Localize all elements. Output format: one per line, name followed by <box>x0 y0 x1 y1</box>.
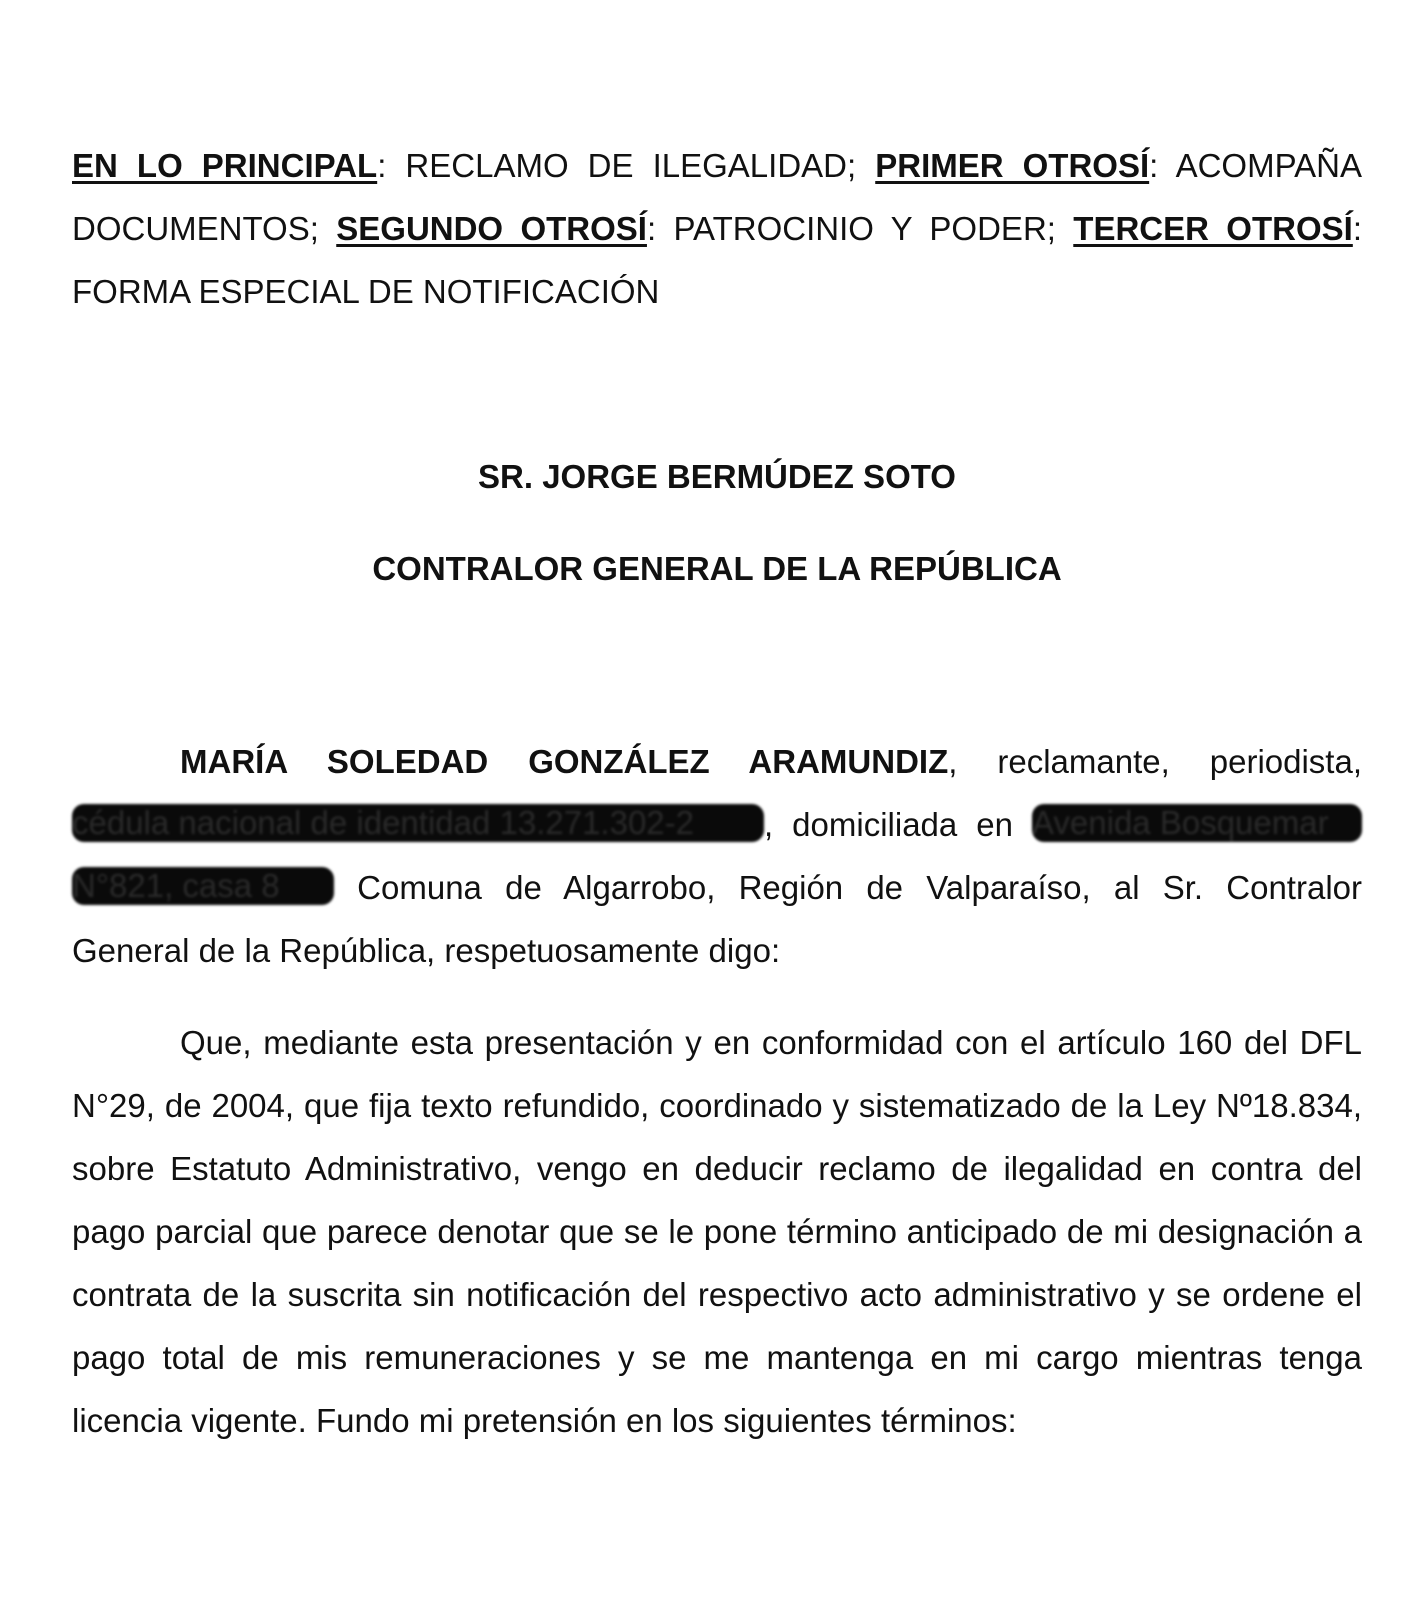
claimant-name: MARÍA SOLEDAD GONZÁLEZ ARAMUNDIZ <box>180 743 949 780</box>
tercer-otrosi-text: : FORMA ESPECIAL DE NOTIFICACIÓN <box>72 210 1362 310</box>
redacted-number: N°821, casa 8 <box>72 867 334 905</box>
segundo-otrosi-label: SEGUNDO OTROSÍ <box>336 210 647 247</box>
intro-text-3: Comuna de Algarrobo, Región de Valparaíso, al Sr. Contralor General de la República, respetuosamente digo: <box>72 869 1362 969</box>
intro-text-1: , reclamante, periodista, <box>948 743 1362 780</box>
segundo-otrosi-text: : PATROCINIO Y PODER; <box>646 210 1074 247</box>
redacted-street: Avenida Bosquemar <box>1032 804 1362 842</box>
sumilla <box>72 134 1362 323</box>
primer-otrosi-text: : ACOMPAÑA DOCUMENTOS; <box>72 147 1362 247</box>
principal-text: : RECLAMO DE ILEGALIDAD; <box>377 147 876 184</box>
body-paragraph: Que, mediante esta presentación y en conformidad con el artículo 160 del DFL N°29, de 2004, que fija texto refundido, coordinado y sistematizado de la Ley Nº18.834, sobre Estatuto Administrativo, vengo en deducir reclamo de ilegalidad en contra del pago parcial que parece denotar que se le pone término anticipado de mi designación a contrata de la suscrita sin notificación del respectivo acto administrativo y se ordene el pago total de mis remuneraciones y se me mantenga en mi cargo mientras tenga licencia vigente. Fundo mi pretensión en los siguientes términos: <box>72 1024 1362 1439</box>
redacted-id: cédula nacional de identidad 13.271.302-2 <box>72 804 764 842</box>
primer-otrosi-label: PRIMER OTROSÍ <box>875 147 1150 184</box>
tercer-otrosi-label: TERCER OTROSÍ <box>1073 210 1353 247</box>
intro-text-2: , domiciliada en <box>764 806 1032 843</box>
document-page <box>72 0 1362 1607</box>
addressee-title: CONTRALOR GENERAL DE LA REPÚBLICA <box>372 550 1062 587</box>
principal-label: EN LO PRINCIPAL <box>72 147 378 184</box>
intro-paragraph <box>72 730 1362 982</box>
addressee-name: SR. JORGE BERMÚDEZ SOTO <box>478 458 956 495</box>
